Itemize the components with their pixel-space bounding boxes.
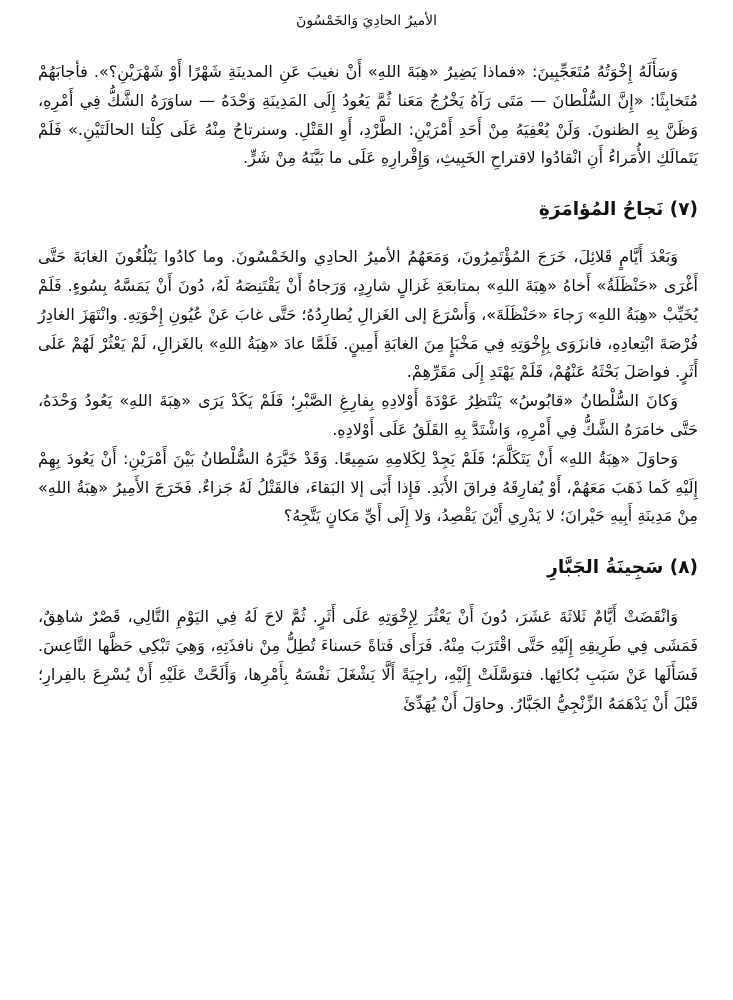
section-heading: (٨) سَجِينَةُ الجَبَّارِ xyxy=(547,557,698,579)
section-heading: (٧) نَجاحُ المُؤامَرَةِ xyxy=(538,199,698,221)
paragraph: وَانْقَضَتْ أَيَّامٌ ثَلاثَةَ عَشَرَ، دُونَ أَنْ يَعْثُرَ لِإِخْوَتِهِ عَلَى أَثَرٍ. ثُمَّ لاحَ لَهُ فِي اليَوْمِ التَّالِي، قَصْرٌ شاهِقٌ، فَمَشَى فِي طَرِيقِهِ إِلَيْهِ حَتَّى اقْتَرَبَ مِنْهُ. فَرَأَى فَتاةً حَسناءَ تُطِلُّ مِنْ نافذَتِهِ، وَهِيَ تَبْكِي حَظَّها التَّاعِسَ. فَسَأَلَها عَنْ سَبَبِ بُكائِها. فتوَسَّلَتْ إِلَيْهِ، راجِيَةً أَلَّا يَشْغَلَ نَفْسَهُ بِأَمْرِها، وَأَلَحَّتْ عَلَيْهِ أَنْ يُسْرِعَ بالفِرارِ؛ قَبْلَ أَنْ يَدْهَمَهُ الزِّنْجِيُّ الجَبَّارُ. وحاوَلَ أَنْ يُهَدِّئَ xyxy=(38,607,698,713)
paragraph: وَحاوَلَ «هِبَةُ اللهِ» أَنْ يَتَكَلَّمَ؛ فَلَمْ يَجِدْ لِكَلامِهِ سَمِيعًا. وَقَدْ خَيَّرَهُ السُّلْطانُ بَيْنَ أَمْرَيْنِ: أَنْ يَعُودَ بِهِمْ إِلَيْهِ كَما ذَهَبَ مَعَهُمْ، أَوْ يُفارِقَهُ فِراقَ الأَبَدِ. فَإِذا أَبَى إلا البَقاءَ، فالقَتْلُ لَهُ جَزاءٌ. فَخَرَجَ الأَمِيرُ «هِبَةُ اللهِ» مِنْ مَدِينَةِ أَبِيهِ حَيْرانَ؛ لا يَدْرِي أَيْنَ يَقْصِدُ، وَلا إِلَى أَيِّ مَكانٍ يَتَّجِهُ؟ xyxy=(38,448,698,526)
paragraph: وَبَعْدَ أَيَّامٍ قَلائِلَ، خَرَجَ المُؤْتَمِرُونَ، وَمَعَهُمُ الأميرُ الحادِي والخَمْسُونَ. وما كادُوا يَبْلُغُونَ الغابَةَ حَتَّى أَغْرَى «حَنْظَلَةُ» أَخاهُ «هِبَةَ اللهِ» بمتابعَةِ غَزالٍ شارِدٍ، وَرَجاهُ أَنْ يَقْتَنِصَهُ لَهُ، دُونَ أَنْ يَمَسَّهُ بِسُوءٍ. فَلَمْ يُخَيِّبْ «هِبَةُ اللهِ» رَجاءَ «حَنْظَلَةَ»، وَأَسْرَعَ إلى الغَزالِ يُطارِدُهُ؛ حَتَّى غابَ عَنْ عُيُونِ إِخْوَتِهِ. وانْتَهَزَ الغادِرُ فُرْصَةَ ابْتِعادِهِ، فانزَوَى بِإِخْوَتِهِ فِي مَخْبَإٍ مِنَ الغابَةِ أَمِينٍ. فَلَمَّا عادَ «هِبَةُ اللهِ» بالغَزالِ، لَمْ يَعْثُرْ لَهُمْ عَلَى أَثَرٍ. فواصَلَ بَحْثَهُ عَنْهُمْ، فَلَمْ يَهْتَدِ إِلَى مَقَرِّهِمْ. xyxy=(38,247,698,382)
paragraph: وَسَأَلَهُ إِخْوَتُهُ مُتَعَجِّبِينَ: «فماذا يَضِيرُ «هِبَةَ اللهِ» أَنْ نغيبَ عَنِ المدينَةِ شَهْرًا أَوْ شَهْرَيْنِ؟». فأجابَهُمْ مُتَخابِثًا: «إِنَّ السُّلْطانَ — مَتَى رَآهُ يَخْرُجُ مَعَنا ثُمَّ يَعُودُ إِلَى المَدِينَةِ وَحْدَهُ — ساوَرَهُ الشَّكُّ فِي أَمْرِهِ، وَظَنَّ بِهِ الظنونَ. وَلَنْ يُعْفِيَهُ مِنْ أَحَدِ أَمْرَيْنِ: الطَّرْدِ، أَوِ القَتْلِ. وسنرتاحُ مِنْهُ عَلَى كِلْتا الحالَتَيْنِ.» فَلَمْ يَتَمالَكِ الأُمَراءُ أَنِ انْقادُوا لاقتراحِ الخَبِيثِ، وَإِقْرارِهِ عَلَى ما بَيَّنَهُ مِنْ شَرٍّ. xyxy=(38,62,698,168)
running-header: الأميرُ الحادِيَ وَالخَمْسُونَ xyxy=(296,13,437,29)
paragraph: وَكانَ السُّلْطانُ «قابُوسُ» يَنْتَظِرُ عَوْدَةَ أَوْلادِهِ بِفارِغِ الصَّبْرِ؛ فَلَمْ يَكَدْ يَرَى «هِبَةَ اللهِ» يَعُودُ وَحْدَهُ، حَتَّى خامَرَهُ الشَّكُّ فِي أَمْرِهِ، وَاشْتَدَّ بِهِ القَلَقُ عَلَى أَوْلادِهِ. xyxy=(38,391,698,439)
page-body xyxy=(38,58,698,718)
